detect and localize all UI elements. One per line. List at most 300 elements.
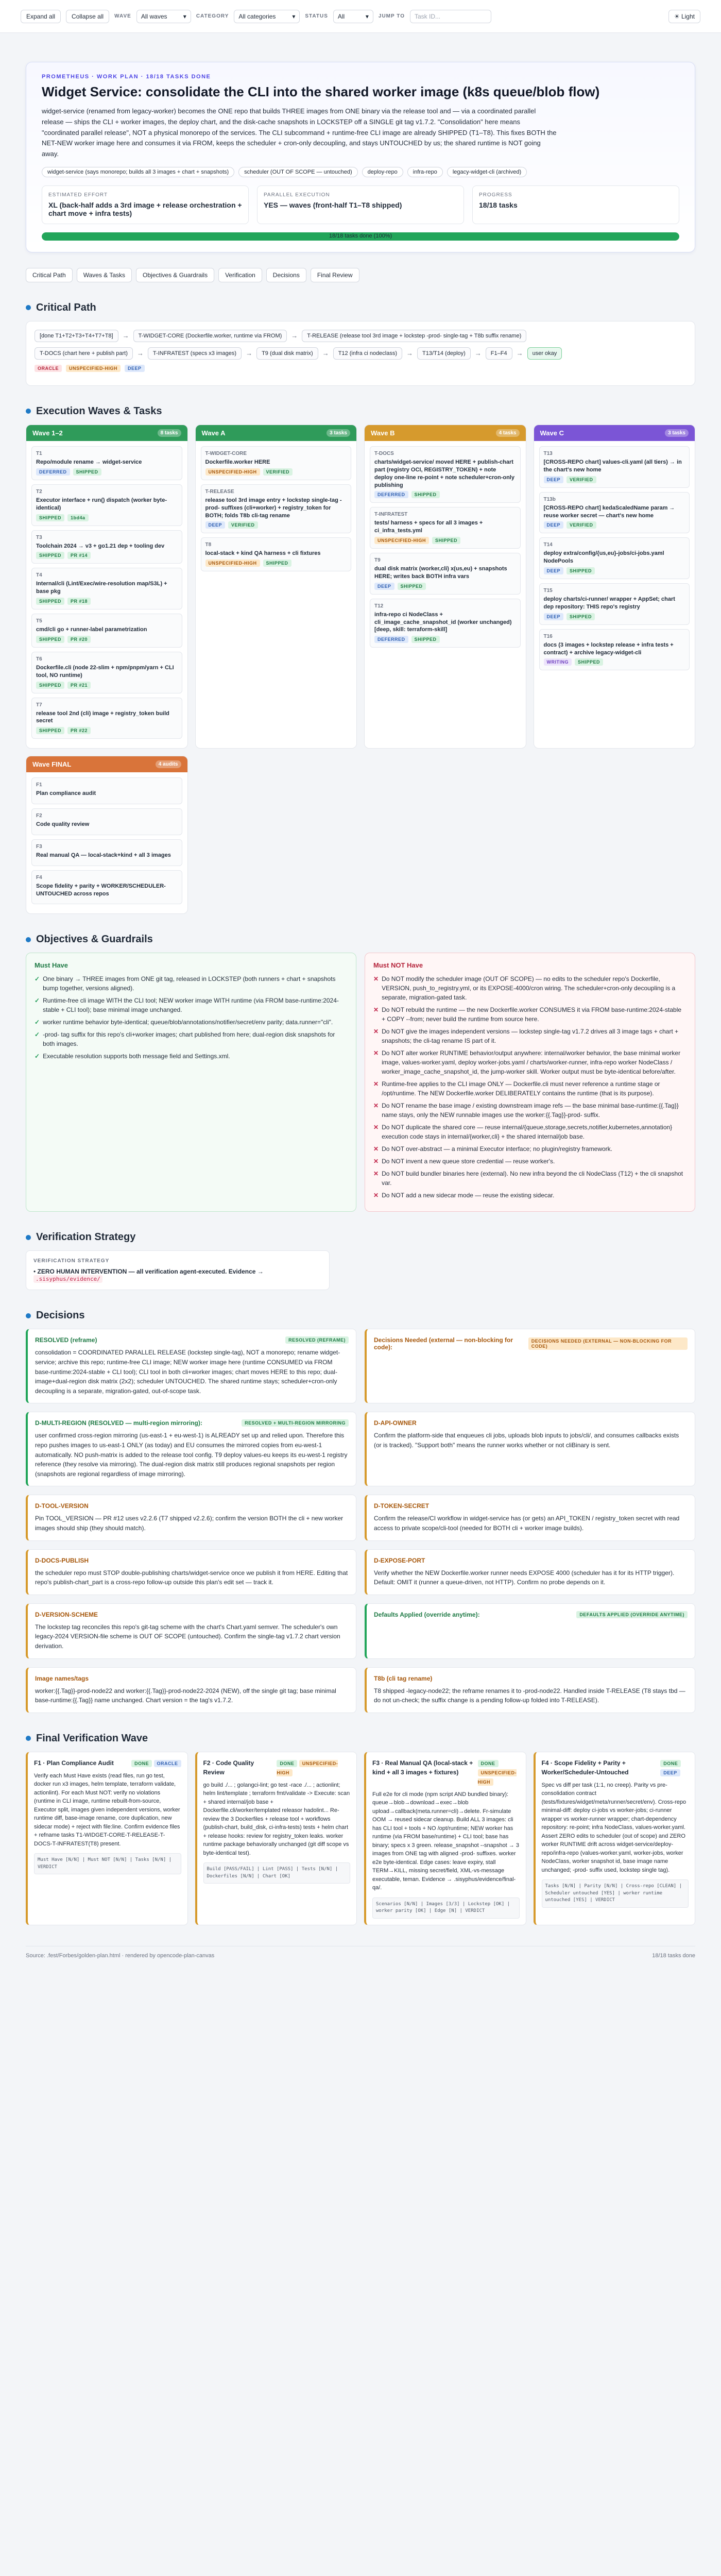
wave-header[interactable] (534, 425, 695, 441)
decision-text: The lockstep tag reconciles this repo's git-tag scheme with the chart's Chart.yaml semver. The scheduler's own legacy-2024 VERSION-file scheme is OUT OF SCOPE (untouched). Confirm the single-tag v1.7.2 chart version derivation. (35, 1623, 340, 1650)
must-not-text: Do NOT alter worker RUNTIME behavior/output anywhere: internal/worker behavior, the base minimal worker image, values-worker.yaml, deploy worker-jobs.yaml / charts/worker-runner, infra-repo worker NodeClass / worker_image_cache_snapshot_id, the jump-worker skill. Worker output must be byte-identical before/after. (382, 1049, 681, 1076)
decision-header (35, 1419, 349, 1427)
status-badge: PR #21 (67, 682, 91, 689)
expand-all-button[interactable]: Expand all (21, 10, 61, 23)
stat-value: 18/18 tasks (479, 200, 518, 209)
task-title: infra-repo ci NodeClass + cli_image_cache_snapshot_id (worker unchanged) [deep, skill: terraform-skill] (374, 611, 512, 633)
decision-card (26, 1329, 356, 1403)
task-id: T13b (543, 496, 556, 502)
arrow-icon: → (516, 349, 523, 358)
state-badge: DONE (660, 1760, 681, 1767)
status-badge: SHIPPED (73, 468, 101, 476)
task-id: T8 (205, 542, 212, 548)
cross-icon: ✕ (373, 975, 379, 983)
task-card[interactable] (31, 484, 182, 526)
decision-text: worker:{{.Tag}}-prod-node22 and worker:{{.Tag}}-prod-node22-2024 (NEW), off the single git tag; base minimal base-runtime:{{.Tag}} name unchanged. Chart version = the tag's v1.7.2. (35, 1687, 336, 1704)
task-card[interactable] (539, 537, 690, 579)
task-card[interactable] (31, 614, 182, 648)
task-card[interactable] (201, 446, 352, 480)
agent-badge: SHIPPED (36, 598, 64, 605)
check-icon: ✓ (35, 975, 40, 983)
must-have-text: One binary → THREE images from ONE git tag, released in LOCKSTEP (both runners + chart + snapshots bump together, versions aligned). (43, 975, 336, 992)
must-not-item (373, 1123, 686, 1141)
decision-text: the scheduler repo must STOP double-publishing charts/widget-service once we publish it from HERE. Editing that repo's publish-chart_part is a cross-repo follow-up outside this plan's edit set — track it. (35, 1569, 348, 1586)
check-icon: ✓ (35, 1031, 40, 1039)
task-meta (36, 468, 178, 476)
final-badges (131, 1758, 181, 1768)
agent-badge: UNSPECIFIED-HIGH (477, 1770, 517, 1785)
decision-card (365, 1603, 695, 1659)
final-audit-card (534, 1752, 696, 1925)
must-not-item (373, 1027, 686, 1045)
agent-badge: DEEP (660, 1769, 680, 1776)
decision-title: D-DOCS-PUBLISH (35, 1556, 89, 1564)
task-title: release tool 2nd (cli) image + registry_token build secret (36, 710, 169, 724)
status-badge: PR #22 (67, 727, 91, 734)
status-badge: VERIFIED (566, 476, 596, 483)
section-verification: Verification Strategy (26, 1231, 695, 1243)
section-critical-path: Critical Path (26, 302, 695, 314)
final-audit-header (34, 1758, 181, 1768)
section-waves: Execution Waves & Tasks (26, 405, 695, 417)
arrow-icon: → (246, 349, 253, 358)
repo-chip: infra-repo (407, 167, 443, 177)
check-icon: ✓ (35, 997, 40, 1005)
must-have-text: -prod- tag suffix for this repo's cli+worker images; chart published from here; dual-region disk snapshots for both images. (43, 1031, 335, 1048)
wave-name: Wave FINAL (32, 760, 72, 769)
wave-count: 4 tasks (496, 429, 520, 437)
stat-value: XL (back-half adds a 3rd image + release orchestration + chart move + infra tests) (48, 200, 242, 217)
stat-key: PARALLEL EXECUTION (264, 192, 330, 198)
agent-badge: SHIPPED (36, 552, 64, 559)
final-badges (277, 1758, 350, 1777)
decision-title: Image names/tags (35, 1674, 89, 1682)
toolbar (0, 0, 721, 33)
wave-body (365, 441, 526, 657)
task-meta (544, 613, 685, 620)
agent-badge: SHIPPED (36, 682, 64, 689)
stat-value: YES — waves (front-half T1–T8 shipped) (264, 200, 402, 209)
cross-icon: ✕ (373, 1124, 379, 1131)
status-badge: PR #20 (67, 636, 91, 643)
agent-badge: ORACLE (35, 365, 62, 372)
decision-header (35, 1502, 349, 1510)
final-badges (660, 1758, 689, 1777)
agent-badge: DEEP (544, 567, 564, 574)
task-card[interactable] (31, 698, 182, 739)
task-card[interactable] (31, 446, 182, 480)
wave-name: Wave 1–2 (32, 429, 63, 437)
status-select[interactable]: All ▾ (333, 10, 373, 23)
must-not-text: Do NOT give the images independent versions — lockstep single-tag v1.7.2 drives all 3 image tags + chart + snapshots; the cli-tag rename IS part of it. (382, 1028, 679, 1045)
agent-badge: DEEP (374, 583, 394, 590)
agent-badge: SHIPPED (36, 636, 64, 643)
decision-header (35, 1557, 349, 1564)
decision-title: RESOLVED (reframe) (35, 1336, 97, 1344)
decision-header (35, 1336, 349, 1344)
status-badge: PR #14 (67, 552, 91, 559)
task-card[interactable] (370, 599, 521, 648)
plan-title: Widget Service: consolidate the CLI into the shared worker image (k8s queue/blob flow) (42, 84, 600, 99)
decision-card (26, 1412, 356, 1486)
chevron-down-icon: ▾ (183, 12, 186, 20)
decision-header (35, 1611, 349, 1618)
state-badge: DONE (277, 1760, 297, 1767)
status-badge: SHIPPED (566, 567, 595, 574)
decision-title: T8b (cli tag rename) (374, 1674, 433, 1682)
final-audit-card (195, 1752, 357, 1925)
tab-link[interactable]: Final Review (311, 268, 359, 282)
agent-badge: UNSPECIFIED-HIGH (277, 1760, 338, 1775)
task-title: Toolchain 2024 → v3 + go1.21 dep + tooling dev (36, 543, 165, 549)
agent-badge: DEFERRED (374, 491, 408, 498)
status-badge: PR #18 (67, 598, 91, 605)
bullet-icon (26, 937, 31, 942)
bullet-icon (26, 305, 31, 310)
final-audit-title: F3 · Real Manual QA (local-stack + kind + all 3 images + fixtures) (372, 1759, 473, 1776)
state-badge: DONE (131, 1760, 152, 1767)
task-meta (374, 537, 516, 544)
decision-badge: DECISIONS NEEDED (EXTERNAL — NON-BLOCKING FOR CODE) (528, 1337, 688, 1350)
task-title: cmd/cli go + runner-label parametrization (36, 626, 147, 633)
wave-body (26, 772, 187, 913)
final-audit-text: Full e2e for cli mode (npm script AND bundled binary): queue→blob→download→exec→blob upload→callback(meta.runner=cli)→delete. Fr-simulate OOM → reused sidecar cleanup. Build ALL 3 images: cli has CLI tool + tools + NO /opt/runtime; NEW worker has runtime (via FROM base/runtime) + CLI tool; base has binary; specs x 3 green. release_snapshot --snapshot → 3 images from ONE tag with aligned -prod- suffixes. worker e2e byte-identical. Edge cases: leave expiry, stall TERM→KILL, missing secret/field, XML-vs-message executable, teman. Evidence → .sisyphus/evidence/final-qa/. (372, 1791, 519, 1891)
task-meta (205, 560, 347, 567)
decision-header (374, 1502, 688, 1510)
theme-toggle-button[interactable]: ☀ Light (668, 10, 700, 23)
final-audit-verdict: Tasks [N/N] | Parity [N/N] | Cross-repo [CLEAN] | Scheduler untouched [YES] | worker runtime untouched [YES] | VERDICT (542, 1879, 689, 1908)
cross-icon: ✕ (373, 1158, 379, 1165)
must-have-item (35, 1030, 348, 1048)
tab-link[interactable]: Critical Path (26, 268, 73, 282)
status-badge: VERIFIED (566, 521, 596, 529)
decision-card (365, 1495, 695, 1540)
stat-key: ESTIMATED EFFORT (48, 192, 108, 198)
task-title: Code quality review (36, 821, 90, 828)
task-meta (36, 552, 178, 559)
must-not-text: Do NOT rename the base image / existing downstream image refs — the base minimal base-runtime:{{.Tag}} name stays, only the NEW runnable images use the worker:{{.Tag}}-prod- suffix. (382, 1102, 679, 1119)
jump-input[interactable]: Task ID... (410, 10, 491, 23)
must-not-text: Do NOT modify the scheduler image (OUT OF SCOPE) — no edits to the scheduler repo's Dockerfile, VERSION, push_to_registry.yml, or its EXPOSE-4000/cron wiring. The scheduler+cron-only decoupling is a separate, migration-gated task. (382, 975, 676, 1002)
decision-badge: RESOLVED + MULTI-REGION MIRRORING (242, 1419, 349, 1427)
agent-badge: UNSPECIFIED-HIGH (374, 537, 429, 544)
check-icon: ✓ (35, 1019, 40, 1026)
task-meta (374, 636, 516, 643)
cross-icon: ✕ (373, 1006, 379, 1014)
decision-text: Confirm the platform-side that enqueues cli jobs, uploads blob inputs to jobs/cli/, and consumes callbacks exists (or is tracked). "Support both" means the runner works whether or not cliBinary is sent. (374, 1432, 679, 1449)
cross-icon: ✕ (373, 1028, 379, 1036)
decision-header (374, 1336, 688, 1351)
wave-body (26, 441, 187, 748)
critical-node: T-DOCS (chart here + publish part) (35, 347, 133, 360)
agent-badge: ORACLE (154, 1760, 181, 1767)
task-title: [CROSS-REPO chart] values-cli.yaml (all tiers) → in the chart's new home (543, 459, 682, 473)
decision-header (374, 1557, 688, 1564)
task-meta (36, 727, 178, 734)
decisions-grid (26, 1329, 695, 1713)
decision-header (374, 1419, 688, 1427)
final-audit-verdict: Build [PASS/FAIL] | Lint [PASS] | Tests [N/N] | Dockerfiles [N/N] | Chart [OK] (203, 1862, 351, 1884)
collapse-all-button[interactable]: Collapse all (66, 10, 109, 23)
critical-node: T-WIDGET-CORE (Dockerfile.worker, runtime via FROM) (133, 330, 287, 342)
decision-card (365, 1412, 695, 1486)
decision-header (35, 1675, 349, 1682)
task-card[interactable] (31, 870, 182, 905)
must-not-text: Do NOT rebuild the runtime — the new Dockerfile.worker CONSUMES it via FROM base-runtime:2024-stable + COPY --from; never build the runtime from source here. (382, 1006, 682, 1023)
wave-name: Wave A (201, 429, 226, 437)
decision-text: T8 shipped -legacy-node22; the reframe renames it to -prod-node22. Handled inside T-RELEASE (T8 stays tbd — do not un-check; the suffix change is a pending follow-up folded into T-RELEASE). (374, 1687, 685, 1704)
wave-body (196, 441, 357, 581)
arrow-icon: → (122, 332, 129, 340)
check-icon: ✓ (35, 1053, 40, 1060)
task-card[interactable] (370, 507, 521, 549)
decision-text: Confirm the release/CI workflow in widget-service has (or gets) an API_TOKEN / registry_token secret with read access to private scope/cli-tool (needed for BOTH cli + worker image builds). (374, 1515, 680, 1532)
tab-link[interactable]: Decisions (266, 268, 306, 282)
plan-eyebrow: PROMETHEUS · WORK PLAN · 18/18 TASKS DONE (42, 74, 211, 80)
wave-name: Wave C (540, 429, 564, 437)
task-card[interactable] (31, 777, 182, 804)
must-not-item (373, 1169, 686, 1188)
status-badge: SHIPPED (411, 636, 440, 643)
task-meta (544, 476, 685, 483)
must-not-item (373, 1157, 686, 1166)
agent-badge: UNSPECIFIED-HIGH (205, 468, 260, 476)
must-not-text: Do NOT add a new sidecar mode — reuse the existing sidecar. (382, 1192, 555, 1199)
section-final-verification: Final Verification Wave (26, 1733, 695, 1744)
must-not-item (373, 1005, 686, 1024)
final-audit-text: Verify each Must Have exists (read files, run go test, docker run x3 images, helm template, terraform validate, actionlint). For each Must NOT: verify no violations (runtime in CLI image, runtime rebuilt-from-source, Executor split, images given independent versions, worker runtime diff, base-image rename, core duplication, new sidecar mode) + reject with file:line. Confirm evidence files + refname tasks T1-WIDGET-CORE-T-RELEASE-T-DOCS-T-INFRATEST(T8) present. (34, 1772, 180, 1847)
decision-badge: DEFAULTS APPLIED (OVERRIDE ANYTIME) (576, 1611, 688, 1618)
chevron-down-icon: ▾ (365, 12, 369, 20)
agent-badge: DEFERRED (374, 636, 408, 643)
footer: Source: .fest/Forbes/golden-plan.html · rendered by opencode-plan-canvas 18/18 tasks done (26, 1946, 695, 1959)
task-card[interactable] (370, 446, 521, 503)
decision-title: D-TOOL-VERSION (35, 1502, 89, 1510)
task-title: Internal/cli (Lint/Exec/wire-resolution map/S3L) + base pkg (36, 581, 167, 595)
final-audit-title: F1 · Plan Compliance Audit (34, 1759, 114, 1767)
decision-text: Verify whether the NEW Dockerfile.worker runner needs EXPOSE 4000 (scheduler has it for its HTTP trigger). Default: OMIT it (runner a queue-driven, not HTTP). Confirm no probe depends on it. (374, 1569, 675, 1586)
decision-card (26, 1603, 356, 1659)
must-not-text: Runtime-free applies to the CLI image ONLY — Dockerfile.cli must never reference a runtime stage or /opt/runtime. The NEW Dockerfile.worker DELIBERATELY contains the runtime (that is its purpose). (382, 1080, 660, 1097)
task-title: Real manual QA — local-stack+kind + all 3 images (36, 852, 171, 858)
task-title: charts/widget-service/ moved HERE + publish-chart part (registry OCI, REGISTRY_TOKEN) + note deploy one-line re-point + note scheduler+cron-only publishing (374, 459, 514, 488)
must-have-item (35, 974, 348, 993)
task-card[interactable] (539, 629, 690, 671)
task-card[interactable] (201, 537, 352, 571)
task-id: T13 (543, 450, 553, 456)
task-meta (36, 636, 178, 643)
plan-intro: widget-service (renamed from legacy-worker) becomes the ONE repo that builds THREE images from ONE binary via the release tool and — via a coordinated parallel release — ships the CLI + worker images, the deploy chart, and the disk-cache snapshots in LOCKSTEP off a SINGLE git tag v1.7.2. "Consolidation" here means "coordinated parallel release", NOT a physical monorepo of the services. The CLI subcommand + runtime-free CLI image are already SHIPPED (T1–T8). This fixes BOTH the NET-NEW worker image here and consumes it via FROM, keeps the scheduler + cron-only decoupling, and stays UNTOUCHED by us; the shared runtime is NOT going away. (42, 107, 557, 158)
status-badge: SHIPPED (263, 560, 291, 567)
task-title: dual disk matrix (worker,cli) x(us,eu) + snapshots HERE; writes back BOTH infra vars (374, 566, 507, 580)
status-badge: SHIPPED (398, 583, 426, 590)
status-badge: VERIFIED (228, 521, 258, 529)
status-filter-label: STATUS (305, 13, 328, 19)
task-id: T16 (543, 633, 553, 639)
tab-link[interactable]: Objectives & Guardrails (136, 268, 214, 282)
must-not-item (373, 1048, 686, 1076)
critical-node: T9 (dual disk matrix) (256, 347, 318, 360)
task-id: T4 (36, 572, 42, 579)
decision-text: consolidation = COORDINATED PARALLEL RELEASE (lockstep single-tag), NOT a monorepo; rename widget-service; archive this repo; runtime-free CLI image; NEW worker image here (runtime CONSUMED via FROM base-runtime:2024-stable + CLI tool); CLI tool in both cli+worker images; chart moves HERE to this repo; dual-image+dual-region disk matrix (2x2); scheduler UNTOUCHED. The shared runtime stays; scheduler+cron-only decoupling is a separate, migration-gated, out-of-scope task. (35, 1349, 340, 1395)
task-id: T1 (36, 450, 42, 456)
status-badge: SHIPPED (432, 537, 460, 544)
agent-badge: UNSPECIFIED-HIGH (205, 560, 260, 567)
task-id: F3 (36, 843, 42, 850)
final-audit-card (26, 1752, 188, 1925)
critical-path-panel (26, 321, 695, 386)
task-title: Dockerfile.cli (node 22-slim + npm/pnpm/yarn + CLI tool, NO runtime) (36, 664, 174, 679)
wave-filter-label: WAVE (114, 13, 131, 19)
status-badge: SHIPPED (566, 613, 595, 620)
final-badges (478, 1758, 520, 1786)
task-title: Plan compliance audit (36, 790, 96, 797)
task-title: Scope fidelity + parity + WORKER/SCHEDULER-UNTOUCHED across repos (36, 883, 166, 897)
tab-link[interactable]: Verification (218, 268, 262, 282)
decision-header (374, 1675, 688, 1682)
agent-badge: DEEP (205, 521, 226, 529)
task-title: local-stack + kind QA harness + cli fixtures (205, 550, 321, 557)
agent-badge: DEFERRED (36, 468, 70, 476)
wave-card (26, 425, 188, 749)
must-not-item (373, 1101, 686, 1120)
wave-card (364, 425, 526, 749)
task-card[interactable] (31, 808, 182, 835)
arrow-icon: → (406, 349, 414, 358)
task-meta (205, 468, 347, 476)
repo-chips (42, 167, 679, 177)
final-audit-card (364, 1752, 526, 1925)
status-badge: 1bd4a (67, 514, 89, 521)
task-card[interactable] (31, 839, 182, 866)
must-have-text: Runtime-free cli image WITH the CLI tool; NEW worker image WITH runtime (via FROM base-runtime:2024-stable + CLI tool); base minimal image unchanged. (43, 997, 339, 1014)
agent-badge: WRITING (544, 658, 572, 666)
repo-chip: widget-service (says monorepo; builds all 3 images + chart + snapshots) (42, 167, 234, 177)
task-title: Executor interface + run() dispatch (worker byte-identical) (36, 497, 167, 511)
wave-count: 3 tasks (327, 429, 350, 437)
cross-icon: ✕ (373, 1170, 379, 1178)
task-id: T6 (36, 656, 42, 662)
task-meta (36, 514, 178, 521)
cross-icon: ✕ (373, 1080, 379, 1088)
task-id: T3 (36, 534, 42, 540)
cross-icon: ✕ (373, 1102, 379, 1110)
must-not-item (373, 974, 686, 1002)
wave-select[interactable]: All waves ▾ (136, 10, 191, 23)
decision-text: user confirmed cross-region mirroring (us-east-1 + eu-west-1) is ALREADY set up and relied upon. Therefore this repo pushes images to us-east-1 ONLY (as today) and EU consumes the mirrored copies from eu-west-1 automatically. NO push-matrix is added to the release tool config. T9 deploy values-eu keeps its eu-west-1 registry reference (they resolve via mirroring). The dual-region disk matrix still produces regional snapshots per region (snapshots are regional regardless of image mirroring). (35, 1432, 348, 1478)
final-verification-grid (26, 1752, 695, 1925)
must-not-item (373, 1191, 686, 1200)
category-filter-label: CATEGORY (196, 13, 229, 19)
task-card[interactable] (370, 553, 521, 595)
task-card[interactable] (539, 446, 690, 488)
bullet-icon (26, 1235, 31, 1240)
task-id: T9 (374, 557, 381, 564)
wave-card (534, 425, 696, 749)
agent-badge: DEEP (544, 476, 564, 483)
wave-header[interactable] (196, 425, 357, 441)
task-title: Repo/module rename → widget-service (36, 459, 142, 465)
critical-node: T13/T14 (deploy) (417, 347, 471, 360)
repo-chip: deploy-repo (362, 167, 403, 177)
decision-title: D-MULTI-REGION (RESOLVED — multi-region mirroring): (35, 1419, 202, 1427)
must-not-panel: Must NOT Have ✕ Do NOT modify the scheduler image (OUT OF SCOPE) — no edits to the scheduler repo's Dockerfile, VERSION, push_to_registry.yml, or its EXPOSE-4000/cron wiring. The scheduler+cron-only decoupling is a separate, migration-gated task. ✕ Do NOT rebuild the runtime — the new Dockerfile.worker CONSUMES it via FROM base-runtime:2024-stable + COPY --from; never build the runtime from source here. ✕ Do NOT give the images independent versions — lockstep single-tag v1.7.2 drives all 3 image tags + chart + snapshots; the cli-tag rename IS part of it. ✕ Do NOT alter worker RUNTIME behavior/output anywhere: internal/worker behavior, the base minimal worker image, values-worker.yaml, deploy worker-jobs.yaml / charts/worker-runner, infra-repo worker NodeClass / worker_image_cache_snapshot_id, the jump-worker skill. Worker output must be byte-identical before/after. ✕ Runtime-free applies to the CLI image ONLY — Dockerfile.cli must never reference a runtime stage or /opt/runtime. The NEW Dockerfile.worker DELIBERATELY contains the runtime (that is its purpose). ✕ Do NOT rename the base image / existing downstream image refs — the base minimal base-runtime:{{.Tag}} name stays, only the NEW runnable images use the worker:{{.Tag}}-prod- suffix. ✕ Do NOT duplicate the shared core — reuse internal/{queue,storage,secrets,notifier,kubernetes,annotation} execution code stays in internal/{worker,cli} + the shared internal/job base. ✕ Do NOT over-abstract — a minimal Executor interface; no plugin/registry framework. ✕ Do NOT invent a new queue store credential — reuse worker's. ✕ Do NOT build bundler binaries here (external). No new infra beyond the cli NodeClass (T12) + the cli snapshot var. ✕ Do NOT add a new sidecar mode — reuse the existing sidecar. (365, 953, 695, 1212)
arrow-icon: → (136, 349, 144, 358)
final-audit-text: Spec vs diff per task (1:1, no creep). Parity vs pre-consolidation contract (tests/fixtures/widget/meta/runner/secret/env). Cross-repo minimal-diff: deploy ci-jobs vs worker-jobs; ci-runner wrapper vs worker-runner wrapper; chart-dependency repository: re-point; infra NodeClass, values-worker.yaml. Assert ZERO edits to scheduler (out of scope) and ZERO worker RUNTIME drift across widget-service/deploy-repo/infra-repo (values-worker.yaml, worker-jobs, worker NodeClass, worker snapshot id, base image name unchanged; -prod- suffix used, lockstep single tag). (541, 1782, 686, 1873)
wave-count: 3 tasks (665, 429, 689, 437)
critical-node: F1–F4 (486, 347, 512, 360)
task-id: T-WIDGET-CORE (205, 450, 247, 456)
tab-link[interactable]: Waves & Tasks (77, 268, 132, 282)
progress-label: 18/18 tasks done (100%) (329, 232, 392, 239)
task-id: T12 (374, 603, 384, 609)
agent-badge: UNSPECIFIED-HIGH (66, 365, 121, 372)
task-title: docs (3 images + lockstep release + infra tests + contract) + archive legacy-widget-cli (543, 641, 674, 656)
repo-chip: legacy-widget-cli (archived) (447, 167, 527, 177)
decision-card (365, 1667, 695, 1713)
repo-chip: scheduler (OUT OF SCOPE — untouched) (238, 167, 358, 177)
critical-node: [done T1+T2+T3+T4+T7+T8] (35, 330, 118, 342)
decision-title: D-EXPOSE-PORT (374, 1556, 425, 1564)
task-card[interactable] (201, 484, 352, 534)
task-id: T-INFRATEST (374, 512, 408, 518)
plan-header (26, 62, 695, 252)
task-card[interactable] (539, 492, 690, 534)
task-id: F1 (36, 782, 42, 788)
state-badge: DONE (478, 1760, 499, 1767)
task-card[interactable] (31, 530, 182, 564)
critical-node: T-INFRATEST (specs x3 images) (148, 347, 242, 360)
wave-card (26, 756, 188, 914)
task-card[interactable] (539, 583, 690, 625)
wave-header[interactable] (26, 425, 187, 441)
task-card[interactable] (31, 652, 182, 693)
task-meta (36, 682, 178, 689)
must-have-text: Executable resolution supports both message field and Settings.xml. (43, 1053, 230, 1060)
category-select[interactable]: All categories ▾ (234, 10, 300, 23)
task-card[interactable] (31, 568, 182, 609)
must-have-text: worker runtime behavior byte-identical; queue/blob/annotations/notifier/secret/env parity; data.runner="cli". (43, 1019, 333, 1026)
status-badge: SHIPPED (575, 658, 603, 666)
bullet-icon (26, 409, 31, 414)
status-badge: VERIFIED (263, 468, 293, 476)
task-id: F2 (36, 813, 42, 819)
arrow-icon: → (474, 349, 482, 358)
must-not-item (373, 1079, 686, 1098)
must-have-item (35, 996, 348, 1014)
task-id: T5 (36, 618, 42, 624)
agent-badge: DEEP (544, 613, 564, 620)
final-audit-title: F2 · Code Quality Review (203, 1759, 254, 1776)
agent-badge: DEEP (544, 521, 564, 529)
wave-header[interactable] (365, 425, 526, 441)
decision-title: D-API-OWNER (374, 1419, 417, 1427)
wave-header[interactable] (26, 756, 187, 772)
cross-icon: ✕ (373, 1192, 379, 1199)
task-meta (374, 491, 516, 498)
progress-bar (42, 232, 679, 241)
final-audit-header (542, 1758, 689, 1777)
decision-title: Decisions Needed (external — non-blocking for code): (374, 1336, 513, 1351)
agent-badge: DEEP (125, 365, 145, 372)
wave-count: 8 tasks (158, 429, 181, 437)
task-title: Dockerfile.worker HERE (205, 459, 270, 465)
must-not-text: Do NOT over-abstract — a minimal Executor interface; no plugin/registry framework. (382, 1145, 612, 1153)
wave-count: 4 audits (156, 760, 181, 768)
agent-badge: SHIPPED (36, 514, 64, 521)
stat-key: PROGRESS (479, 192, 512, 198)
stat-card (472, 185, 679, 224)
